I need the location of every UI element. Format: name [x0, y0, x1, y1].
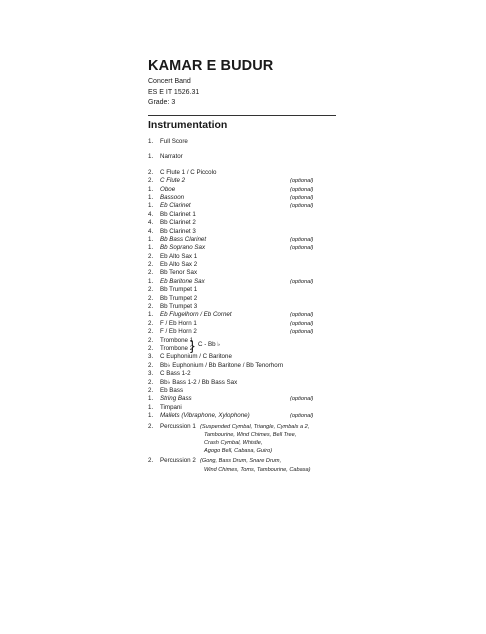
list-item — [148, 303, 348, 311]
item-name: Bb Trumpet 1 — [160, 286, 198, 294]
optional-note: (optional) — [290, 312, 314, 319]
item-quantity: 2. — [148, 319, 154, 327]
instrumentation-list — [148, 138, 348, 474]
item-name: Timpani — [160, 403, 182, 411]
item-name: Trombone 2 — [160, 344, 194, 352]
item-name: C Euphonium / C Baritone — [160, 353, 232, 361]
item-quantity: 2. — [148, 303, 154, 311]
list-item — [148, 286, 348, 294]
item-quantity: 1. — [148, 311, 154, 319]
item-quantity: 3. — [148, 370, 154, 378]
trombone-group — [148, 337, 348, 354]
list-item — [148, 228, 348, 236]
header-block — [148, 58, 348, 132]
optional-note: (optional) — [290, 203, 314, 210]
item-name: Full Score — [160, 138, 188, 145]
item-quantity: 2. — [148, 261, 154, 269]
item-quantity: 4. — [148, 219, 154, 227]
item-quantity: 1. — [148, 235, 154, 243]
list-item — [148, 219, 348, 227]
item-name: F / Eb Horn 2 — [160, 328, 197, 336]
optional-note: (optional) — [290, 245, 314, 252]
item-quantity: 1. — [148, 412, 154, 420]
list-item — [148, 370, 348, 378]
list-item — [148, 295, 348, 303]
item-quantity: 2. — [148, 294, 154, 302]
item-name: C Flute 2 — [160, 177, 186, 185]
item-name: F / Eb Horn 1 — [160, 319, 197, 327]
item-name: Narrator — [160, 153, 183, 161]
optional-note: (optional) — [290, 396, 314, 403]
list-item — [148, 153, 348, 161]
item-name: Bb Trumpet 2 — [160, 294, 198, 302]
item-quantity: 2. — [148, 386, 154, 394]
item-quantity: 1. — [148, 244, 154, 252]
optional-note: (optional) — [290, 413, 314, 420]
item-quantity: 1. — [148, 395, 154, 403]
spacer — [148, 162, 348, 169]
list-item — [148, 186, 348, 194]
item-quantity: 2. — [148, 168, 154, 176]
item-quantity: 1. — [148, 277, 154, 285]
item-quantity: 4. — [148, 210, 154, 218]
item-name: Eb Baritone Sax — [160, 277, 205, 285]
optional-note: (optional) — [290, 194, 314, 201]
section-heading: Instrumentation — [148, 118, 228, 131]
list-item — [148, 211, 348, 219]
item-name: Bassoon — [160, 193, 185, 201]
item-quantity: 2. — [148, 269, 154, 277]
trombone-key-note: C - Bb ♭ — [198, 340, 221, 348]
item-quantity: 2. — [148, 422, 154, 430]
optional-note: (optional) — [290, 329, 314, 336]
item-quantity: 4. — [148, 227, 154, 235]
item-quantity: 2. — [148, 177, 154, 185]
item-name: Percussion 1 — [160, 422, 196, 430]
item-detail-line — [148, 466, 348, 474]
list-item — [148, 236, 348, 244]
list-item — [148, 311, 348, 319]
list-item — [148, 177, 348, 185]
category-label: Concert Band — [148, 78, 191, 85]
item-name: Eb Alto Sax 2 — [160, 261, 198, 269]
item-detail: (Suspended Cymbal, Triangle, Cymbals a 2, — [200, 423, 310, 430]
item-name: Bb Clarinet 1 — [160, 210, 196, 218]
item-name: Bb Clarinet 2 — [160, 219, 196, 227]
list-item — [148, 328, 348, 336]
item-name: Eb Bass — [160, 386, 184, 394]
list-item — [148, 244, 348, 252]
item-quantity: 1. — [148, 193, 154, 201]
list-item — [148, 457, 348, 465]
item-quantity: 2. — [148, 336, 154, 344]
list-item — [148, 387, 348, 395]
list-item — [148, 138, 348, 146]
optional-note: (optional) — [290, 320, 314, 327]
grade-label: Grade: 3 — [148, 99, 176, 106]
item-name: Percussion 2 — [160, 457, 196, 465]
optional-note: (optional) — [290, 186, 314, 193]
item-quantity: 1. — [148, 202, 154, 210]
item-detail: Tambourine, Wind Chimes, Bell Tree, — [204, 431, 297, 438]
brace-icon: } — [190, 336, 195, 353]
item-name: Bb Trumpet 3 — [160, 303, 198, 311]
item-quantity: 2. — [148, 457, 154, 465]
item-detail-line — [148, 431, 348, 439]
list-item — [148, 423, 348, 431]
list-item — [148, 353, 348, 361]
item-name: Bb♭ Bass 1-2 / Bb Bass Sax — [160, 378, 238, 386]
item-name: Mallets (Vibraphone, Xylophone) — [160, 412, 250, 420]
item-quantity: 1. — [148, 185, 154, 193]
item-name: Bb♭ Euphonium / Bb Baritone / Bb Tenorhorn — [160, 361, 284, 369]
list-item — [148, 261, 348, 269]
list-item — [148, 395, 348, 403]
optional-note: (optional) — [290, 278, 314, 285]
list-item — [148, 362, 348, 370]
item-name: C Bass 1-2 — [160, 370, 191, 378]
item-name: Eb Flugelhorn / Eb Cornet — [160, 311, 232, 319]
item-quantity: 2. — [148, 286, 154, 294]
item-name: Eb Clarinet — [160, 202, 191, 210]
item-name: Oboe — [160, 185, 176, 193]
list-item — [148, 278, 348, 286]
item-quantity: 1. — [148, 138, 154, 145]
list-item — [148, 379, 348, 387]
list-item — [148, 337, 348, 345]
optional-note: (optional) — [290, 236, 314, 243]
item-quantity: 1. — [148, 153, 154, 161]
item-name: Bb Bass Clarinet — [160, 235, 207, 243]
item-detail: Crash Cymbal, Whistle, — [204, 440, 263, 447]
item-name: C Flute 1 / C Piccolo — [160, 168, 217, 176]
item-quantity: 2. — [148, 252, 154, 260]
item-detail: Wind Chimes, Toms, Tambourine, Cabasa) — [204, 466, 311, 473]
item-name: Bb Soprano Sax — [160, 244, 206, 252]
item-name: Bb Tenor Sax — [160, 269, 198, 277]
item-quantity: 2. — [148, 328, 154, 336]
item-name: Trombone 1 — [160, 336, 194, 344]
item-name: Bb Clarinet 3 — [160, 227, 196, 235]
list-item — [148, 412, 348, 420]
list-item — [148, 345, 348, 353]
list-item — [148, 194, 348, 202]
item-name: Eb Alto Sax 1 — [160, 252, 198, 260]
list-item — [148, 253, 348, 261]
item-detail: Agogo Bell, Cabasa, Guiro) — [204, 448, 273, 455]
spacer — [148, 146, 348, 153]
divider-rule — [148, 115, 336, 116]
item-quantity: 2. — [148, 344, 154, 352]
list-item — [148, 202, 348, 210]
item-quantity: 1. — [148, 403, 154, 411]
optional-note: (optional) — [290, 178, 314, 185]
item-quantity: 3. — [148, 353, 154, 361]
item-detail-line — [148, 447, 348, 455]
list-item — [148, 320, 348, 328]
list-item — [148, 169, 348, 177]
catalog-code: ES E IT 1526.31 — [148, 88, 200, 96]
item-quantity: 2. — [148, 361, 154, 369]
list-item — [148, 404, 348, 412]
item-quantity: 2. — [148, 378, 154, 386]
item-name: String Bass — [160, 395, 192, 403]
item-detail-line — [148, 439, 348, 447]
piece-title: KAMAR E BUDUR — [148, 58, 274, 74]
list-item — [148, 269, 348, 277]
item-detail: (Gong, Bass Drum, Snare Drum, — [200, 458, 282, 465]
